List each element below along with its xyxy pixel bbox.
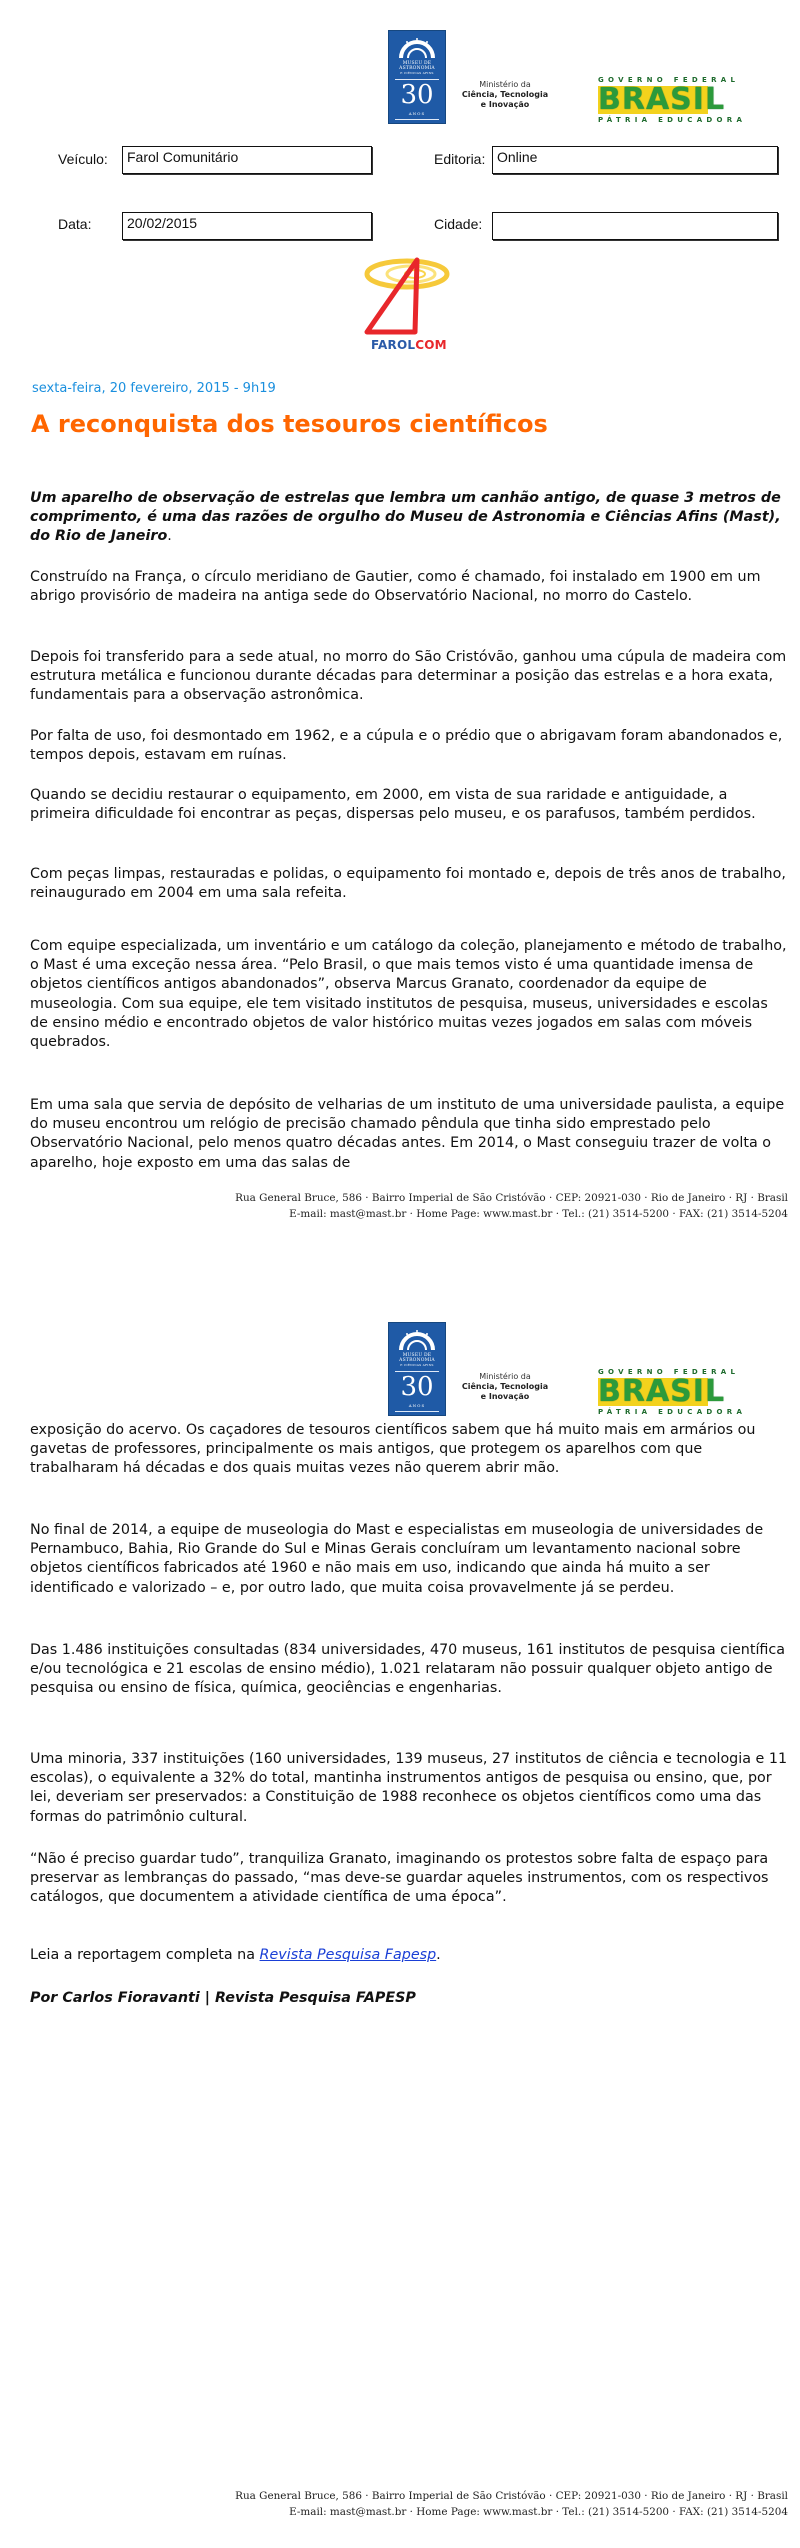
article-paragraph: Quando se decidiu restaurar o equipamento, em 2000, em vista de sua raridade e antiguidade, a primeira dificuldade foi encontrar as peças, dispersas pelo museu, e os parafusos, também perdidos.: [30, 787, 756, 823]
editoria-field: Online: [492, 146, 778, 174]
footer-contact: E-mail: mast@mast.br · Home Page: www.mast.br · Tel.: (21) 3514-5200 · FAX: (21) 3514-5204: [289, 2506, 788, 2518]
article-dateline: sexta-feira, 20 fevereiro, 2015 - 9h19: [32, 381, 276, 396]
article-paragraph: Em uma sala que servia de depósito de velharias de um instituto de uma universidade paulista, a equipe do museu encontrou um relógio de precisão chamado pêndula que tinha sido emprestado pelo Observatório Nacional, pelo menos quatro décadas antes. Em 2014, o Mast conseguiu trazer de volta o aparelho, hoje exposto em uma das salas de: [30, 1097, 785, 1171]
read-more-suffix: .: [436, 1947, 441, 1963]
patria-educadora-text: PÁTRIA EDUCADORA: [598, 116, 747, 124]
ministry-line3: e Inovação: [480, 100, 530, 109]
article-lead-text: Um aparelho de observação de estrelas que lembra um canhão antigo, de quase 3 metros de comprimento, é uma das razões de orgulho do Museu de Astronomia e Ciências Afins (Mast), do Rio de Janeiro: [30, 490, 781, 545]
veiculo-field: Farol Comunitário: [122, 146, 372, 174]
footer-address: Rua General Bruce, 586 · Bairro Imperial de São Cristóvão · CEP: 20921-030 · Rio de Janeiro · RJ · Brasil: [235, 1192, 788, 1204]
article-paragraph: Uma minoria, 337 instituições (160 universidades, 139 museus, 27 institutos de ciência e tecnologia e 11 escolas), o equivalente a 32% do total, mantinha instrumentos antigos de pesquisa ou ensino, que, por lei, deveriam ser preservados: a Constituição de 1988 reconhece os objetos científicos como uma das formas do patrimônio cultural.: [30, 1751, 788, 1825]
data-field: 20/02/2015: [122, 212, 372, 240]
mast-30-anos-logo: [388, 1322, 446, 1416]
footer-page-2: [168, 2488, 788, 2520]
footer-page-1: [168, 1190, 788, 1222]
ministry-logo: [455, 1372, 555, 1402]
observatory-dome-icon: [397, 1329, 437, 1351]
mast-logo-line3: E CIÊNCIAS AFINS: [400, 1363, 434, 1367]
mast-logo-number: 30: [400, 80, 434, 110]
cidade-label: Cidade:: [434, 216, 483, 232]
brasil-band: [598, 82, 726, 117]
ministry-line1: Ministério da: [479, 1372, 531, 1381]
article-paragraph: Construído na França, o círculo meridiano de Gautier, como é chamado, foi instalado em 1900 em um abrigo provisório de madeira na antiga sede do Observatório Nacional, no morro do Castelo.: [30, 569, 761, 605]
governo-federal-text: GOVERNO FEDERAL: [598, 76, 740, 84]
article-paragraph: Depois foi transferido para a sede atual, no morro do São Cristóvão, ganhou uma cúpula de madeira com estrutura metálica e funcionou durante décadas para determinar a posição das estrelas e a hora exata, fundamentais para a observação astronômica.: [30, 649, 787, 704]
mast-logo-anos: ANOS: [408, 111, 426, 116]
patria-educadora-text: PÁTRIA EDUCADORA: [598, 1408, 747, 1416]
lighthouse-beam-icon: [355, 252, 455, 342]
read-more-prefix: Leia a reportagem completa na: [30, 1947, 260, 1963]
divider: [395, 1411, 439, 1412]
article-paragraph: Por falta de uso, foi desmontado em 1962, e a cúpula e o prédio que o abrigavam foram abandonados e, tempos depois, estavam em ruínas.: [30, 728, 783, 764]
veiculo-label: Veículo:: [58, 151, 108, 167]
article-lead-tail: .: [167, 528, 172, 545]
brasil-word: BRASIL: [598, 1374, 726, 1409]
farolcom-wordmark: [371, 338, 447, 352]
cidade-field: [492, 212, 778, 240]
article-paragraph: “Não é preciso guardar tudo”, tranquiliza Granato, imaginando os protestos sobre falta de espaço para preservar as lembranças do passado, “mas deve-se guardar aqueles instrumentos, com os respectivos catálogos, que documentem a atividade científica de uma época”.: [30, 1851, 769, 1906]
header-page-2: [0, 1300, 800, 1420]
mast-logo-line1: MUSEU DE: [402, 61, 432, 66]
observatory-dome-icon: [397, 37, 437, 59]
article-byline: Por Carlos Fioravanti | Revista Pesquisa FAPESP: [30, 1990, 416, 2006]
editoria-label: Editoria:: [434, 151, 486, 167]
article-paragraph: Das 1.486 instituições consultadas (834 universidades, 470 museus, 161 institutos de pesquisa científica e/ou tecnológica e 21 escolas de ensino médio), 1.021 relataram não possuir qualquer objeto antigo de pesquisa ou ensino de física, química, geociências e engenharias.: [30, 1642, 786, 1697]
farolcom-logo: [355, 252, 455, 356]
data-label: Data:: [58, 216, 92, 232]
ministry-line3: e Inovação: [480, 1392, 530, 1401]
divider: [395, 119, 439, 120]
mast-logo-line2: ASTRONOMIA: [399, 1358, 435, 1363]
ministry-line1: Ministério da: [479, 80, 531, 89]
footer-contact: E-mail: mast@mast.br · Home Page: www.mast.br · Tel.: (21) 3514-5200 · FAX: (21) 3514-5204: [289, 1208, 788, 1220]
revista-pesquisa-fapesp-link[interactable]: Revista Pesquisa Fapesp: [259, 1947, 437, 1963]
mast-logo-name: [389, 1353, 445, 1368]
governo-federal-text: GOVERNO FEDERAL: [598, 1368, 740, 1376]
mast-logo-line1: MUSEU DE: [402, 1353, 432, 1358]
ministry-line2: Ciência, Tecnologia: [461, 1382, 549, 1391]
article-paragraph: Com equipe especializada, um inventário e um catálogo da coleção, planejamento e método de trabalho, o Mast é uma exceção nessa área. “Pelo Brasil, o que mais temos visto é uma quantidade imensa de objetos científicos antigos abandonados”, observa Marcus Granato, coordenador da equipe de museologia. Com sua equipe, ele tem visitado institutos de pesquisa, museus, universidades e escolas de ensino médio e encontrado objetos de valor histórico muitas vezes jogados em salas com móveis quebrados.: [30, 938, 787, 1051]
article-lead: [30, 489, 790, 547]
mast-logo-number: 30: [400, 1372, 434, 1402]
farolcom-part2: COM: [415, 338, 447, 352]
brasil-word: BRASIL: [598, 82, 726, 117]
article-paragraph: Com peças limpas, restauradas e polidas, o equipamento foi montado e, depois de três anos de trabalho, reinaugurado em 2004 em uma sala refeita.: [30, 866, 786, 902]
header-page-1: [0, 0, 800, 130]
mast-logo-line3: E CIÊNCIAS AFINS: [400, 71, 434, 75]
mast-logo-anos: ANOS: [408, 1403, 426, 1408]
farolcom-part1: FAROL: [371, 338, 416, 352]
governo-federal-logo: [598, 76, 747, 124]
footer-address: Rua General Bruce, 586 · Bairro Imperial de São Cristóvão · CEP: 20921-030 · Rio de Janeiro · RJ · Brasil: [235, 2490, 788, 2502]
article-paragraph: No final de 2014, a equipe de museologia do Mast e especialistas em museologia de universidades de Pernambuco, Bahia, Rio Grande do Sul e Minas Gerais concluíram um levantamento nacional sobre objetos científicos fabricados até 1960 e não mais em uso, indicando que ainda há muito a ser identificado e valorizado – e, por outro lado, que muita coisa provavelmente já se perdeu.: [30, 1522, 764, 1596]
ministry-logo: [455, 80, 555, 110]
mast-logo-name: [389, 61, 445, 76]
read-more: [30, 1946, 790, 1965]
brasil-band: [598, 1374, 726, 1409]
mast-30-anos-logo: [388, 30, 446, 124]
governo-federal-logo: [598, 1368, 747, 1416]
mast-logo-line2: ASTRONOMIA: [399, 66, 435, 71]
article-title: A reconquista dos tesouros científicos: [31, 410, 548, 438]
ministry-line2: Ciência, Tecnologia: [461, 90, 549, 99]
article-paragraph: exposição do acervo. Os caçadores de tesouros científicos sabem que há muito mais em armários ou gavetas de professores, principalmente os mais antigos, que protegem os aparelhos com que trabalharam há décadas e dos quais muitas vezes não querem abrir mão.: [30, 1422, 756, 1477]
